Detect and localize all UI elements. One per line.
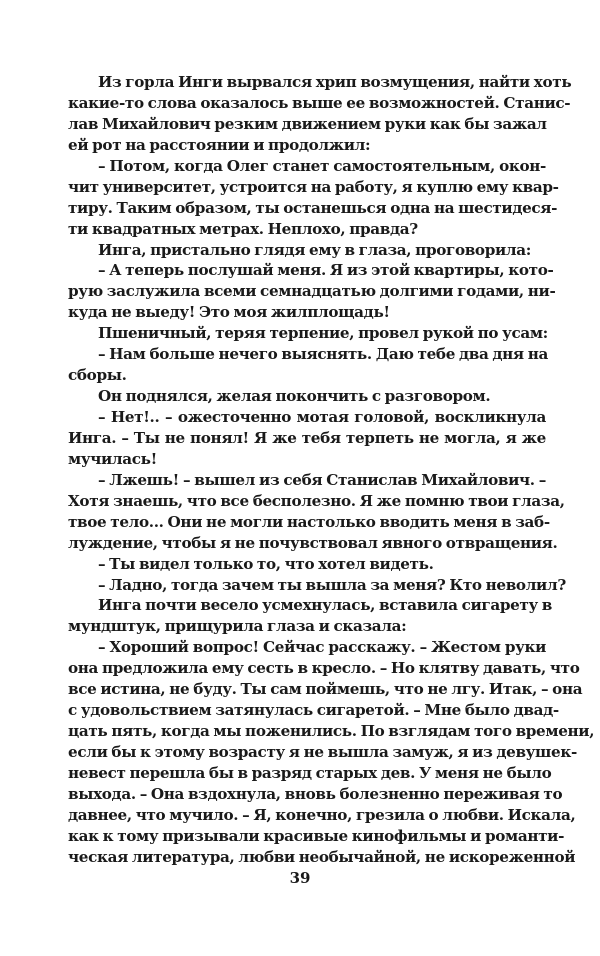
text-line: давнее, что мучило. – Я, конечно, грезила о любви. Искала, <box>68 805 576 824</box>
text-line: сборы. <box>68 366 127 385</box>
text-line: – Нет!.. – ожесточенно мотая головой, воскликнула <box>98 408 546 426</box>
paragraph <box>68 595 552 637</box>
paragraph <box>68 386 546 407</box>
text-line: – Ладно, тогда зачем ты вышла за меня? Кто неволил? <box>98 575 566 594</box>
paragraph <box>68 240 546 261</box>
paragraph <box>68 407 546 470</box>
text-line: твое тело... Они не могли настолько вводить меня в заб- <box>68 512 550 531</box>
text-line: Пшеничный, теряя терпение, провел рукой по усам: <box>98 324 548 343</box>
text-line: – Ты видел только то, что хотел видеть. <box>98 554 434 573</box>
text-line: луждение, чтобы я не почувствовал явного отвращения. <box>68 533 558 552</box>
text-line: рую заслужила всеми семнадцатью долгими годами, ни- <box>68 282 556 301</box>
text-line: ческая литература, любви необычайной, не искореженной <box>68 847 576 866</box>
text-line: выхода. – Она вздохнула, вновь болезненно переживая то <box>68 784 563 803</box>
text-line: ей рот на расстоянии и продолжил: <box>68 135 371 154</box>
text-line: Инга, пристально глядя ему в глаза, проговорила: <box>98 240 531 259</box>
text-line: – Потом, когда Олег станет самостоятельным, окон- <box>98 156 546 175</box>
text-line: цать пять, когда мы поженились. По взглядам того времени, <box>68 722 595 741</box>
paragraph <box>68 344 546 386</box>
text-line: Хотя знаешь, что все бесполезно. Я же помню твои глаза, <box>68 491 565 510</box>
text-line: все истина, не буду. Ты сам поймешь, что не лгу. Итак, – она <box>68 680 583 699</box>
text-line: с удовольствием затянулась сигаретой. – Мне было двад- <box>68 701 559 720</box>
text-line: она предложила ему сесть в кресло. – Но клятву давать, что <box>68 659 580 678</box>
text-line: Инга. – Ты не понял! Я же тебя терпеть не могла, я же <box>68 428 546 447</box>
text-line: – Лжешь! – вышел из себя Станислав Михайлович. – <box>98 470 546 489</box>
paragraph <box>68 260 556 323</box>
text-line: лав Михайлович резким движением руки как бы зажал <box>68 114 547 133</box>
text-line: Он поднялся, желая покончить с разговором. <box>98 387 491 406</box>
text-line: мундштук, прищурила глаза и сказала: <box>68 617 407 636</box>
paragraph <box>68 554 546 575</box>
text-line: – Хороший вопрос! Сейчас расскажу. – Жестом руки <box>98 638 546 657</box>
page-number: 39 <box>289 869 311 887</box>
text-line: ти квадратных метрах. Неплохо, правда? <box>68 219 418 238</box>
text-line: невест перешла бы в разряд старых дев. У меня не было <box>68 763 552 782</box>
paragraph <box>68 323 546 344</box>
paragraph <box>68 470 565 554</box>
text-line: как к тому призывали красивые кинофильмы и романти- <box>68 826 565 845</box>
text-line: мучилась! <box>68 449 157 468</box>
paragraph <box>68 575 566 596</box>
text-line: если бы к этому возрасту я не вышла замуж, я из девушек- <box>68 743 577 761</box>
paragraph <box>68 72 572 156</box>
paragraph <box>68 637 595 867</box>
text-line: Инга почти весело усмехнулась, вставила сигарету в <box>98 596 552 615</box>
text-line: чит университет, устроится на работу, я куплю ему квар- <box>68 177 559 196</box>
text-line: куда не выеду! Это моя жилплощадь! <box>68 303 390 322</box>
text-line: какие-то слова оказалось выше ее возможностей. Станис- <box>68 93 571 112</box>
book-page-text <box>68 72 595 868</box>
text-line: – А теперь послушай меня. Я из этой квартиры, кото- <box>98 261 554 280</box>
text-line: – Нам больше нечего выяснять. Даю тебе два дня на <box>98 345 548 364</box>
text-line: Из горла Инги вырвался хрип возмущения, найти хоть <box>98 73 572 91</box>
text-line: тиру. Таким образом, ты останешься одна на шестидеся- <box>68 198 558 217</box>
paragraph <box>68 156 559 240</box>
